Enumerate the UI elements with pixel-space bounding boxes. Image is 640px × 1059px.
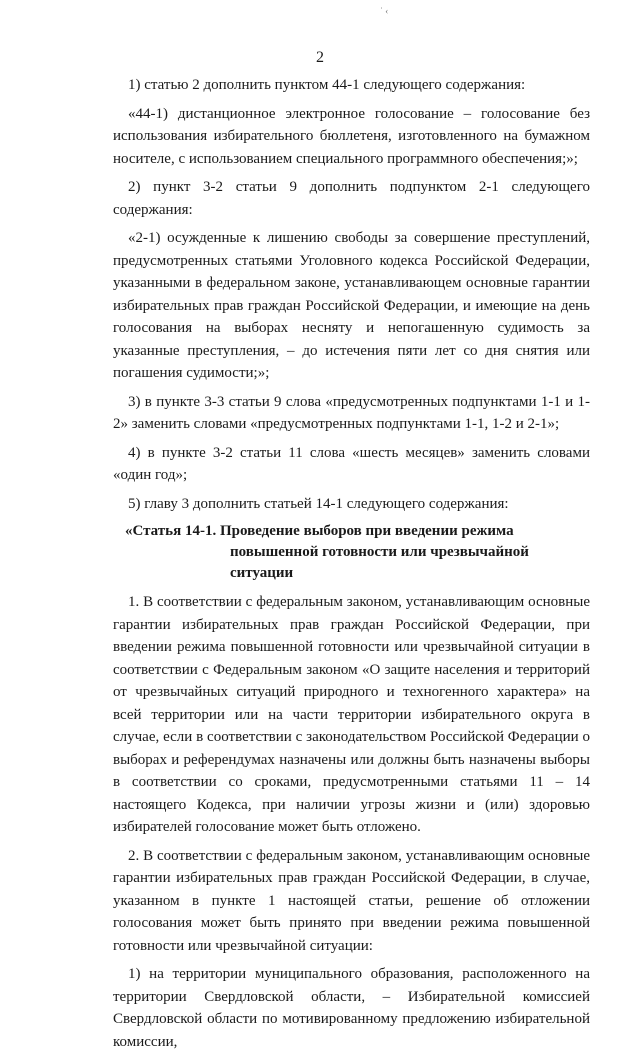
paragraph-amend-chapter-3: 5) главу 3 дополнить статьей 14-1 следующего содержания:: [128, 495, 509, 512]
paragraph-amend-article-9-3-3: 3) в пункте 3-3 статьи 9 слова «предусмотренных подпунктами 1-1 и 1-2» заменить словами «предусмотренных подпунктами 1-1, 1-2 и 2-1»;: [113, 393, 590, 432]
article-heading-line-1: «Статья 14-1. Проведение выборов при введении режима: [125, 523, 514, 539]
document-body: [113, 74, 590, 1059]
article-paragraph-2: 2. В соответствии с федеральным законом, устанавливающим основные гарантии избирательных прав граждан Российской Федерации, в случае, указанном в пункте 1 настоящей статьи, решение об отложении голосования может быть принято при введении режима повышенной готовности или чрезвычайной ситуации:: [113, 847, 590, 954]
paragraph-amend-article-9: 2) пункт 3-2 статьи 9 дополнить подпунктом 2-1 следующего содержания:: [113, 179, 590, 218]
corner-mark: ˙ ‹: [380, 6, 389, 16]
article-paragraph-1: 1. В соответствии с федеральным законом, устанавливающим основные гарантии избирательных прав граждан Российской Федерации, при введении режима повышенной готовности или чрезвычайной ситуации в соответствии с Федеральным законом «О защите населения и территорий от чрезвычайных ситуаций природного и техногенного характера» на всей территории или на части территории избирательного округа в случае, если в соответствии с законодательством Российской Федерации о выборах и референдумах назначены или должны быть назначены выборы в соответствии со сроками, предусмотренными статьями 11 – 14 настоящего Кодекса, при наличии угрозы жизни и (или) здоровью избирателей голосование может быть отложено.: [113, 594, 590, 835]
page-number: 2: [316, 49, 324, 66]
paragraph-item-44-1: «44-1) дистанционное электронное голосование – голосование без использования избирательного бюллетеня, изготовленного на бумажном носителе, с использованием специального программного обеспечения;»;: [113, 105, 590, 167]
article-paragraph-2-item-1: 1) на территории муниципального образования, расположенного на территории Свердловской области, – Избирательной комиссией Свердловской области по мотивированному предложению избирательной комиссии,: [113, 966, 590, 1050]
paragraph-amend-article-2: 1) статью 2 дополнить пунктом 44-1 следующего содержания:: [128, 77, 526, 93]
article-14-1-heading: [113, 521, 590, 584]
paragraph-amend-article-11: 4) в пункте 3-2 статьи 11 слова «шесть месяцев» заменить словами «один год»;: [113, 444, 590, 483]
article-heading-line-3: ситуации: [230, 565, 294, 581]
paragraph-subitem-2-1: «2-1) осужденные к лишению свободы за совершение преступлений, предусмотренных статьями Уголовного кодекса Российской Федерации, указанными в федеральном законе, устанавливающем основные гарантии избирательных прав граждан Российской Федерации, и имеющие на день голосования на выборах несняту и непогашенную судимость за указанные преступления, – до истечения пяти лет со дня снятия или погашения судимости;»;: [113, 230, 590, 381]
article-heading-line-2: повышенной готовности или чрезвычайной: [230, 544, 529, 560]
